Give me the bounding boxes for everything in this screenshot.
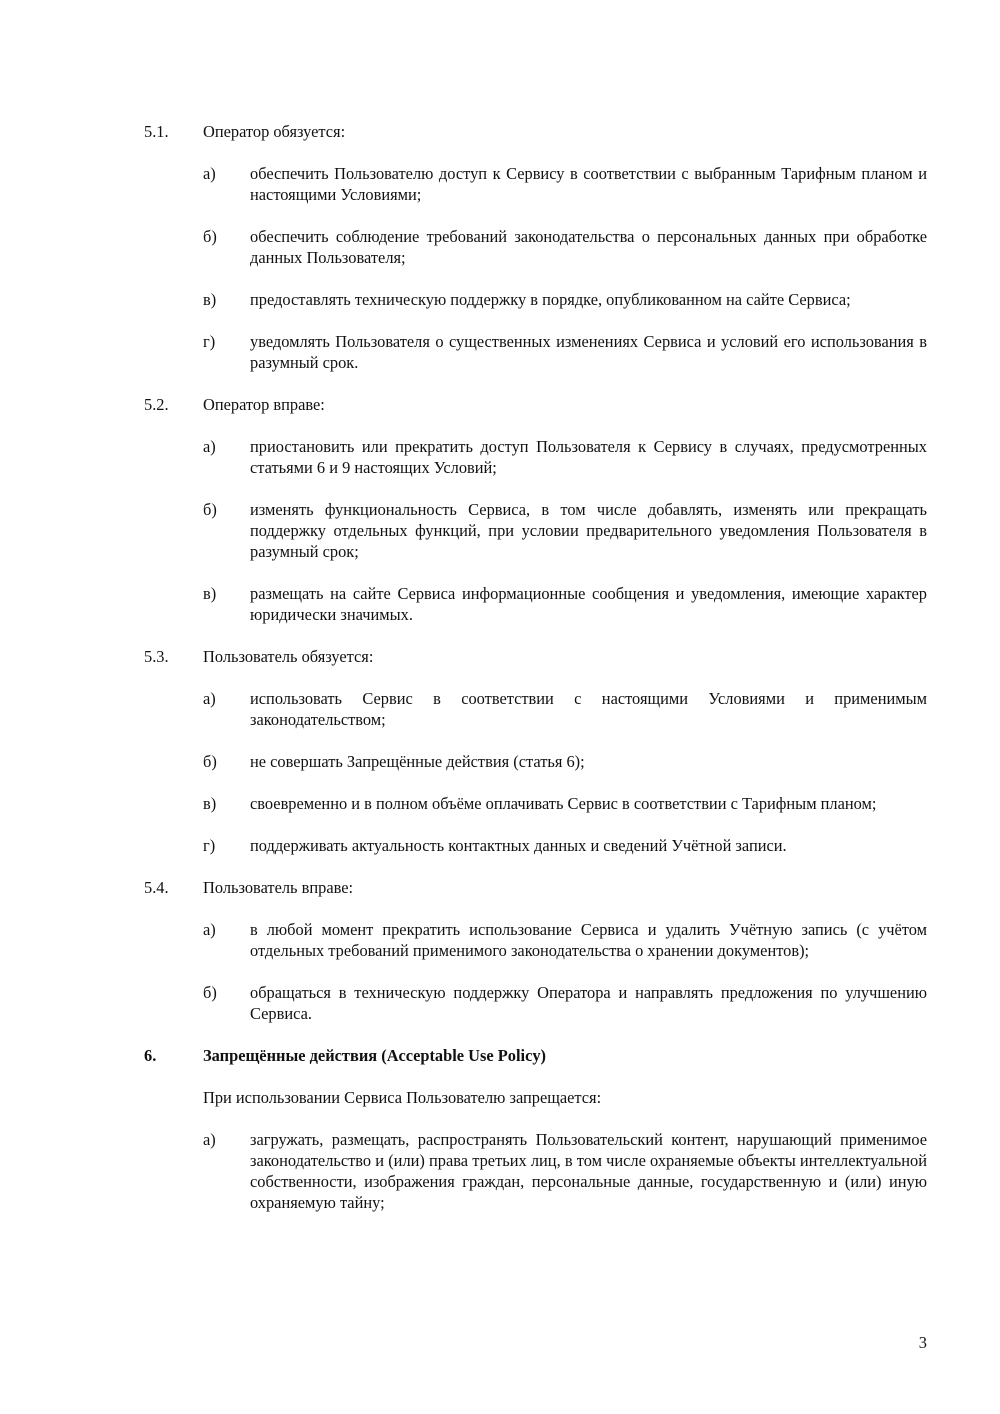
item-letter: г) <box>203 332 216 351</box>
item-text: уведомлять Пользователя о существенных изменениях Сервиса и условий его использования в разумный срок. <box>250 332 927 372</box>
item-letter: в) <box>203 794 217 813</box>
item-text: загружать, размещать, распространять Пользовательский контент, нарушающий применимое законодательство и (или) права третьих лиц, в том числе охраняемые объекты интеллектуальной собственности, изображения граждан, персональные данные, государственную и (или) иную охраняемую тайну; <box>250 1130 927 1212</box>
item-letter: б) <box>203 983 217 1002</box>
list-item <box>0 688 927 730</box>
document-body <box>0 121 1000 1234</box>
list-item <box>0 982 927 1024</box>
list-item <box>0 163 927 205</box>
clause-number: 5.4. <box>144 878 169 897</box>
section-heading <box>0 1045 1000 1066</box>
clause-title: Оператор обязуется: <box>203 122 346 141</box>
item-text: обращаться в техническую поддержку Оператора и направлять предложения по улучшению Сервиса. <box>250 983 927 1023</box>
list-item <box>0 436 927 478</box>
list-item <box>0 751 927 772</box>
list-item <box>0 583 927 625</box>
clause-number: 5.3. <box>144 647 169 666</box>
item-text: своевременно и в полном объёме оплачивать Сервис в соответствии с Тарифным планом; <box>250 794 877 813</box>
clause-title: Оператор вправе: <box>203 395 325 414</box>
list-item <box>0 289 927 310</box>
item-text: приостановить или прекратить доступ Пользователя к Сервису в случаях, предусмотренных статьями 6 и 9 настоящих Условий; <box>250 437 927 477</box>
item-letter: а) <box>203 437 216 456</box>
list-item <box>0 226 927 268</box>
clause-5-2-heading <box>0 394 927 415</box>
item-letter: б) <box>203 752 217 771</box>
clause-5-3-heading <box>0 646 927 667</box>
item-letter: б) <box>203 500 217 519</box>
list-item <box>0 919 927 961</box>
item-text: размещать на сайте Сервиса информационные сообщения и уведомления, имеющие характер юридически значимых. <box>250 584 927 624</box>
item-text: обеспечить Пользователю доступ к Сервису в соответствии с выбранным Тарифным планом и настоящими Условиями; <box>250 164 927 204</box>
item-text: обеспечить соблюдение требований законодательства о персональных данных при обработке данных Пользователя; <box>250 227 927 267</box>
clause-5-4-heading <box>0 877 927 898</box>
item-letter: в) <box>203 584 217 603</box>
clause-5-1-heading <box>0 121 927 142</box>
item-text: не совершать Запрещённые действия (статья 6); <box>250 752 585 771</box>
clause-number: 5.1. <box>144 122 169 141</box>
item-letter: а) <box>203 689 216 708</box>
item-text: в любой момент прекратить использование Сервиса и удалить Учётную запись (с учётом отдельных требований применимого законодательства о хранении документов); <box>250 920 927 960</box>
section-intro: При использовании Сервиса Пользователю запрещается: <box>203 1088 602 1107</box>
section-number: 6. <box>144 1046 157 1065</box>
item-letter: а) <box>203 1130 216 1149</box>
page-number: 3 <box>918 1333 927 1352</box>
clause-title: Пользователь обязуется: <box>203 647 374 666</box>
item-letter: а) <box>203 164 216 183</box>
item-letter: б) <box>203 227 217 246</box>
item-text: поддерживать актуальность контактных данных и сведений Учётной записи. <box>250 836 787 855</box>
item-text: использовать Сервис в соответствии с настоящими Условиями и применимым законодательством; <box>250 689 927 729</box>
list-item <box>0 793 927 814</box>
clause-title: Пользователь вправе: <box>203 878 354 897</box>
item-text: изменять функциональность Сервиса, в том числе добавлять, изменять или прекращать поддержку отдельных функций, при условии предварительного уведомления Пользователя в разумный срок; <box>250 500 927 561</box>
item-letter: г) <box>203 836 216 855</box>
item-letter: а) <box>203 920 216 939</box>
list-item <box>0 835 927 856</box>
list-item <box>0 1129 927 1213</box>
item-letter: в) <box>203 290 217 309</box>
item-text: предоставлять техническую поддержку в порядке, опубликованном на сайте Сервиса; <box>250 290 851 309</box>
section-title: Запрещённые действия (Acceptable Use Policy) <box>203 1046 546 1065</box>
list-item <box>0 331 927 373</box>
list-item <box>0 499 927 562</box>
clause-number: 5.2. <box>144 395 169 414</box>
